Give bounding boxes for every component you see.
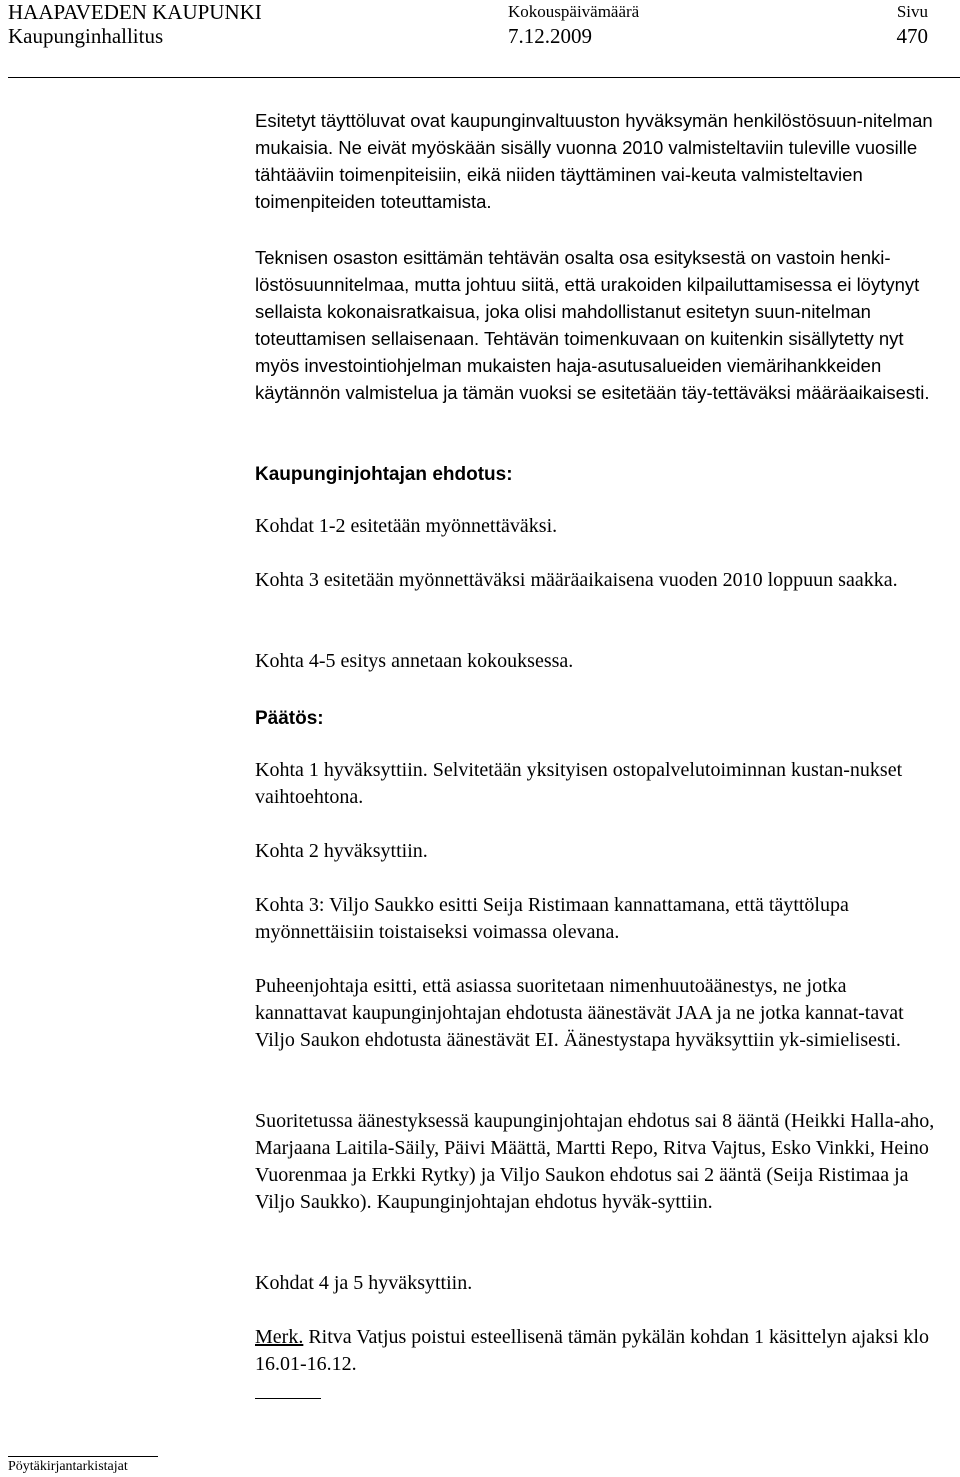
- paragraph-2: Teknisen osaston esittämän tehtävän osalta osa esityksestä on vastoin henki-löstösuunnitelmaa, mutta johtuu siitä, että urakoiden kilpailuttamisessa ei löytynyt sellaista kokonaisratkaisua, joka olisi mahdollistanut esitetyn suun-nitelman toteuttamisen sellaisenaan. Tehtävän toimenkuvaan on kuitenkin sisällytetty nyt myös investointiohjelman mukaisten haja-asutusalueiden viemärihankkeiden käytännön valmistelua ja tämän vuoksi se esitetään täy-tettäväksi määräaikaisesti.: [255, 247, 930, 403]
- note-label: Merk.: [255, 1326, 304, 1348]
- paragraph-3: Kohdat 1-2 esitetään myönnettäväksi.: [255, 515, 558, 537]
- paragraph-7: Kohta 2 hyväksyttiin.: [255, 840, 428, 862]
- paragraph-11: Kohdat 4 ja 5 hyväksyttiin.: [255, 1272, 473, 1294]
- header-divider: [8, 77, 960, 78]
- heading-mayor-proposal: Kaupunginjohtajan ehdotus:: [255, 464, 513, 485]
- note-paragraph: [255, 1324, 935, 1378]
- paragraph-10: Suoritetussa äänestyksessä kaupunginjohtajan ehdotus sai 8 ääntä (Heikki Halla-aho, Marjaana Laitila-Säily, Päivi Määttä, Martti Repo, Ritva Vajtus, Esko Vinkki, Heino Vuorenmaa ja Erkki Rytky) ja Viljo Saukon ehdotus sai 2 ääntä (Seija Ristimaa ja Viljo Saukko). Kaupunginjohtajan ehdotus hyväk-syttiin.: [255, 1110, 935, 1213]
- header-left: [8, 0, 262, 48]
- organization-name: HAAPAVEDEN KAUPUNKI: [8, 0, 262, 24]
- paragraph-6: Kohta 1 hyväksyttiin. Selvitetään yksityisen ostopalvelutoiminnan kustan-nukset vaihtoehtona.: [255, 759, 903, 808]
- body-name: Kaupunginhallitus: [8, 24, 164, 48]
- header-right: [897, 0, 929, 48]
- page-number: 470: [896, 24, 928, 48]
- paragraph-4: Kohta 3 esitetään myönnettäväksi määräaikaisena vuoden 2010 loppuun saakka.: [255, 569, 898, 591]
- heading-decision: Päätös:: [255, 708, 324, 729]
- date-label: Kokouspäivämäärä: [508, 2, 640, 21]
- page-label: Sivu: [896, 2, 928, 21]
- paragraph-5: Kohta 4-5 esitys annetaan kokouksessa.: [255, 650, 574, 672]
- end-rule: [255, 1398, 321, 1399]
- footer-label: Pöytäkirjantarkistajat: [8, 1459, 128, 1474]
- paragraph-8: Kohta 3: Viljo Saukko esitti Seija Ristimaan kannattamana, että täyttölupa myönnettäisiin toistaiseksi voimassa olevana.: [255, 894, 849, 943]
- footer-signature-line: [8, 1456, 158, 1457]
- header-middle: [508, 0, 639, 48]
- meeting-date: 7.12.2009: [508, 24, 592, 48]
- paragraph-1: Esitetyt täyttöluvat ovat kaupunginvaltuuston hyväksymän henkilöstösuun-nitelman mukaisia. Ne eivät myöskään sisälly vuonna 2010 valmisteltaviin tuleville vuosille tähtääviin toimenpiteisiin, eikä niiden täyttäminen vai-keuta valmisteltavien toimenpiteiden toteuttamista.: [255, 110, 933, 212]
- note-text: Ritva Vatjus poistui esteellisenä tämän pykälän kohdan 1 käsittelyn ajaksi klo 16.01-16.12.: [255, 1326, 929, 1375]
- paragraph-9: Puheenjohtaja esitti, että asiassa suoritetaan nimenhuutoäänestys, ne jotka kannattavat kaupunginjohtajan ehdotusta äänestävät JAA ja ne jotka kannat-tavat Viljo Saukon ehdotusta äänestävät EI. Äänestystapa hyväksyttiin yk-simielisesti.: [255, 975, 904, 1051]
